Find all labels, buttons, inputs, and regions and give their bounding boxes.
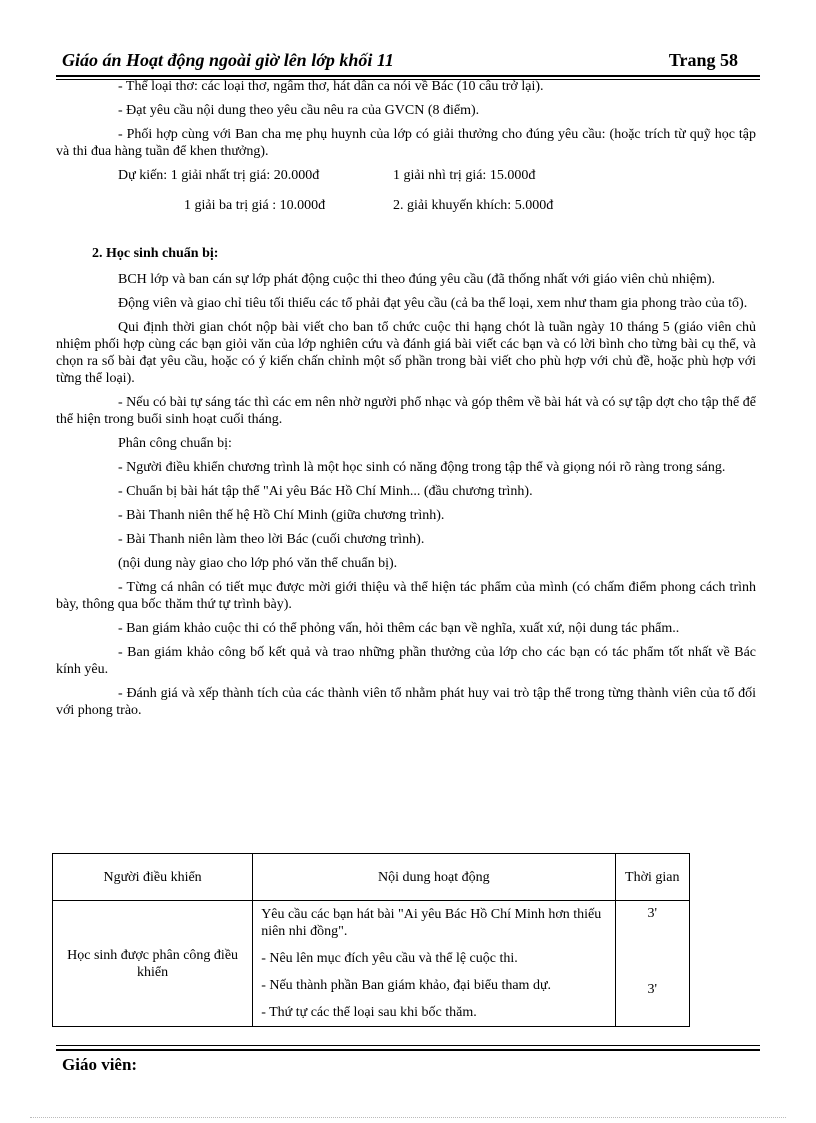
activity-table (52, 853, 690, 1027)
header-time: Thời gian (615, 854, 689, 901)
body-paragraph: - Bài Thanh niên thế hệ Hồ Chí Minh (giữa chương trình). (118, 508, 445, 523)
body-paragraph: - Chuẩn bị bài hát tập thể "Ai yêu Bác Hồ Chí Minh... (đầu chương trình). (118, 484, 533, 499)
footer-rule-thin (56, 1045, 760, 1046)
body-paragraph: - Người điều khiển chương trình là một học sinh có năng động trong tập thể và giọng nói rõ ràng trong sáng. (118, 460, 726, 475)
header-controller: Người điều khiển (53, 854, 253, 901)
page-number: Trang 58 (668, 50, 738, 70)
prize-first: Dự kiến: 1 giải nhất trị giá: 20.000đ (118, 168, 320, 183)
body-paragraph: Qui định thời gian chót nộp bài viết cho ban tổ chức cuộc thi hạng chót là tuần ngày 10 tháng 5 (giáo viên chủ nhiệm phối hợp cùng các bạn giỏi văn của lớp nghiên cứu và đánh giá bài viết các bạn và có lời bình cho từng bài cụ thể, và chọn ra số bài đạt yêu cầu, hoặc có ý kiến chấn chỉnh một số phần trong bài viết cho phù hợp với chủ đề, hoặc phù hợp với từng thể loại). (56, 320, 756, 386)
body-paragraph: Động viên và giao chỉ tiêu tối thiểu các tổ phải đạt yêu cầu (cả ba thể loại, xem như tham gia phong trào của tổ). (118, 296, 748, 311)
content-line: - Nếu thành phần Ban giám khảo, đại biểu tham dự. (261, 978, 552, 993)
content-line: - Nêu lên mục đích yêu cầu và thể lệ cuộc thi. (261, 951, 518, 966)
header-content: Nội dung hoạt động (253, 854, 615, 901)
time-value: 3' (647, 982, 658, 997)
footer-rule-thick (56, 1049, 760, 1051)
body-paragraph: - Đánh giá và xếp thành tích của các thành viên tổ nhằm phát huy vai trò tập thể trong từng thành viên của tổ đối với phong trào. (56, 686, 756, 718)
cell-content (253, 901, 615, 1027)
prize-second: 1 giải nhì trị giá: 15.000đ (393, 168, 536, 183)
cell-controller: Học sinh được phân công điều khiển (53, 901, 253, 1027)
body-paragraph: Phân công chuẩn bị: (118, 436, 232, 451)
body-paragraph: - Nếu có bài tự sáng tác thì các em nên nhờ người phổ nhạc và góp thêm về bài hát và có sự tập dợt cho tập thể để thể hiện trong buổi sinh hoạt cuối tháng. (56, 395, 756, 427)
page-header (62, 50, 760, 71)
intro-paragraph: - Phối hợp cùng với Ban cha mẹ phụ huynh của lớp có giải thưởng cho đúng yêu cầu: (hoặc trích từ quỹ học tập và thi đua hàng tuần để khen thưởng). (56, 127, 756, 159)
content-line: Yêu cầu các bạn hát bài "Ai yêu Bác Hồ Chí Minh hơn thiếu niên nhi đồng". (261, 907, 602, 939)
document-title: Giáo án Hoạt động ngoài giờ lên lớp khối 11 (62, 50, 394, 70)
intro-paragraph: - Thể loại thơ: các loại thơ, ngâm thơ, hát dân ca nói về Bác (10 câu trở lại). (118, 79, 544, 94)
prize-row (56, 197, 756, 214)
page-content (56, 78, 756, 726)
prize-third: 1 giải ba trị giá : 10.000đ (184, 198, 326, 213)
body-paragraph: - Bài Thanh niên làm theo lời Bác (cuối chương trình). (118, 532, 425, 547)
prize-row (56, 167, 756, 184)
body-paragraph: (nội dung này giao cho lớp phó văn thể chuẩn bị). (118, 556, 398, 571)
section-heading: 2. Học sinh chuẩn bị: (92, 246, 219, 261)
teacher-label: Giáo viên: (62, 1055, 138, 1074)
intro-paragraph: - Đạt yêu cầu nội dung theo yêu cầu nêu ra của GVCN (8 điểm). (118, 103, 480, 118)
body-paragraph: - Ban giám khảo cuộc thi có thể phỏng vấn, hỏi thêm các bạn về nghĩa, xuất xứ, nội dung tác phẩm.. (118, 621, 680, 636)
time-value: 3' (647, 906, 658, 921)
prize-encouragement: 2. giải khuyến khích: 5.000đ (393, 198, 554, 213)
body-paragraph: - Ban giám khảo công bố kết quả và trao những phần thưởng của lớp cho các bạn có tác phẩm tốt nhất về Bác kính yêu. (56, 645, 756, 677)
table-row (53, 901, 690, 1027)
page-edge-dots (30, 1117, 786, 1118)
cell-time (615, 901, 689, 1027)
body-paragraph: BCH lớp và ban cán sự lớp phát động cuộc thi theo đúng yêu cầu (đã thống nhất với giáo viên chủ nhiệm). (118, 272, 716, 287)
body-paragraph: - Từng cá nhân có tiết mục được mời giới thiệu và thể hiện tác phẩm của mình (có chấm điểm phong cách trình bày, thông qua bốc thăm thứ tự trình bày). (56, 580, 756, 612)
content-line: - Thứ tự các thể loại sau khi bốc thăm. (261, 1005, 477, 1020)
header-rule-thick (56, 75, 760, 77)
table-header-row (53, 854, 690, 901)
